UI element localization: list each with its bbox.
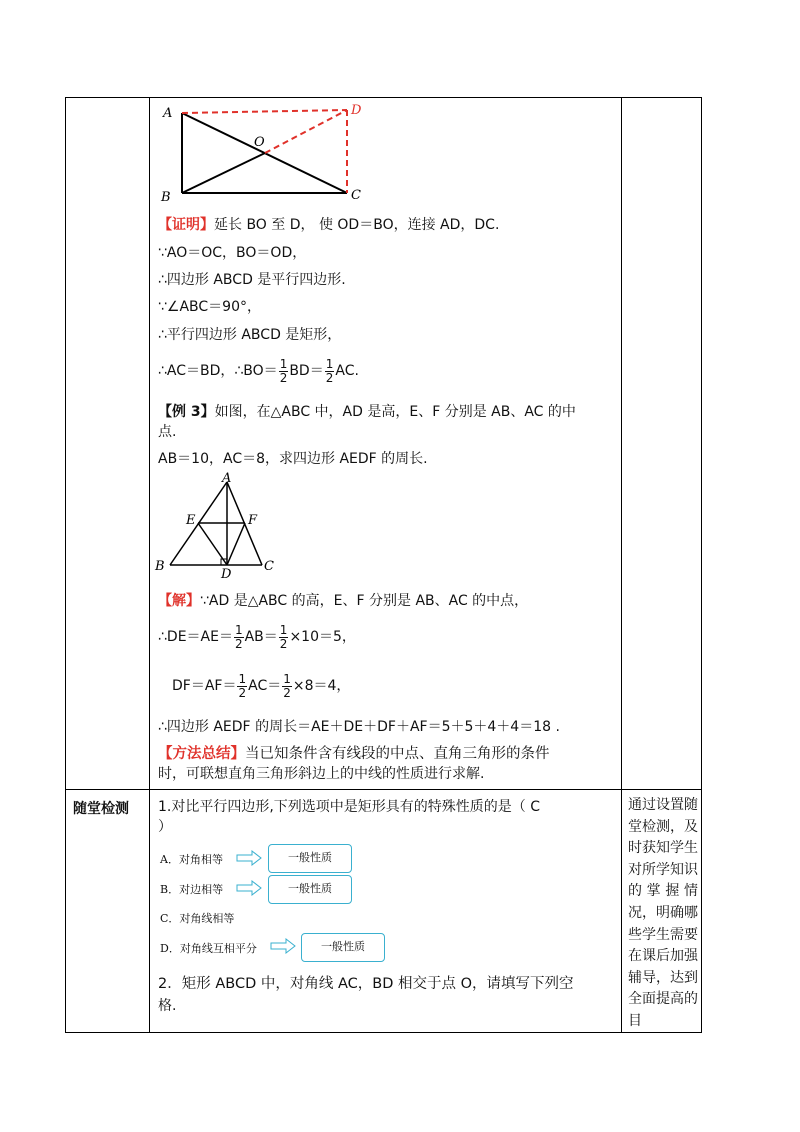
- general-property-box: 一般性质: [268, 875, 352, 904]
- arrow-right-icon: [236, 880, 262, 896]
- summary-line-1: 【方法总结】当已知条件含有线段的中点、直角三角形的条件: [158, 746, 550, 762]
- option-d: D．对角线互相平分: [160, 942, 257, 955]
- summary-tag: 【方法总结】: [158, 746, 245, 762]
- proof-line-5: ∴平行四边形 ABCD 是矩形，: [158, 327, 342, 343]
- proof-line-6: ∴AC＝BD，∴BO＝ $\frac{1}{2}$ BD＝ $\frac{1}{2}$ AC.: [158, 356, 359, 385]
- solution-line-3: DF＝AF＝ $\frac{1}{2}$ AC＝ $\frac{1}{2}$ ×8＝4，: [172, 671, 351, 700]
- example3-line-3: AB＝10，AC＝8，求四边形 AEDF 的周长.: [158, 451, 428, 467]
- question-1-line-2: ）: [158, 819, 172, 835]
- segment-fd: [227, 523, 245, 565]
- example3-tag: 【例 3】: [158, 404, 215, 420]
- column-divider-2: [621, 97, 622, 1033]
- label-b: B: [161, 190, 171, 205]
- label-e: E: [186, 513, 196, 528]
- proof-line-3: ∴四边形 ABCD 是平行四边形.: [158, 272, 346, 288]
- label-b: B: [155, 559, 165, 574]
- arrow-right-icon: [270, 938, 296, 954]
- segment-ad-dashed: [182, 110, 347, 113]
- proof-line-4: ∵∠ABC＝90°，: [158, 299, 261, 315]
- triangle-figure: [150, 470, 280, 582]
- fraction-half: $\frac{1}{2}$: [325, 356, 334, 385]
- summary-line-2: 时，可联想直角三角形斜边上的中线的性质进行求解.: [158, 766, 485, 782]
- proof-line-1: 【证明】延长 BO 至 D， 使 OD＝BO，连接 AD，DC.: [158, 217, 500, 233]
- row-divider: [65, 789, 702, 790]
- solution-line-1: 【解】∵AD 是△ABC 的高，E、F 分别是 AB、AC 的中点，: [158, 593, 529, 609]
- label-d: D: [351, 103, 362, 118]
- teaching-note: 通过设置随堂检测，及时获知学生对所学知识的掌握情况，明确哪些学生需要在课后加强辅导，达到全面提高的目: [628, 797, 698, 1029]
- segment-od-dashed: [265, 110, 347, 153]
- label-a: A: [222, 471, 232, 486]
- proof-line-2: ∵AO＝OC，BO＝OD，: [158, 245, 307, 261]
- table-bottom-border: [65, 1032, 702, 1033]
- label-o: O: [254, 135, 265, 150]
- label-c: C: [264, 559, 274, 574]
- general-property-box: 一般性质: [301, 933, 385, 962]
- fraction-half: $\frac{1}{2}$: [238, 671, 247, 700]
- arrow-right-icon: [236, 850, 262, 866]
- example3-line-1: 【例 3】如图，在△ABC 中，AD 是高，E、F 分别是 AB、AC 的中: [158, 404, 576, 420]
- label-a: A: [163, 106, 173, 121]
- question-2-line-1: 2．矩形 ABCD 中，对角线 AC，BD 相交于点 O，请填写下列空: [158, 976, 574, 992]
- option-c: C．对角线相等: [160, 912, 235, 925]
- table-left-border: [65, 97, 66, 1033]
- section-label: 随堂检测: [73, 801, 129, 817]
- label-f: F: [248, 513, 258, 528]
- rectangle-figure: [155, 100, 375, 205]
- segment-bo: [182, 153, 265, 193]
- proof-tag: 【证明】: [158, 217, 214, 233]
- example3-line-2: 点.: [158, 424, 177, 440]
- label-c: C: [351, 188, 361, 203]
- option-a: A．对角相等: [160, 853, 223, 866]
- fraction-half: $\frac{1}{2}$: [234, 622, 243, 651]
- solution-line-4: ∴四边形 AEDF 的周长＝AE＋DE＋DF＋AF＝5＋5＋4＋4＝18 .: [158, 719, 560, 735]
- fraction-half: $\frac{1}{2}$: [283, 671, 291, 700]
- label-d: D: [221, 567, 232, 582]
- option-b: B．对边相等: [160, 883, 224, 896]
- table-right-border: [701, 97, 702, 1033]
- table-top-border: [65, 97, 702, 98]
- fraction-half: $\frac{1}{2}$: [279, 622, 288, 651]
- question-1-line-1: 1.对比平行四边形,下列选项中是矩形具有的特殊性质的是（ C: [158, 799, 541, 815]
- question-2-line-2: 格.: [158, 998, 177, 1014]
- general-property-box: 一般性质: [268, 844, 352, 873]
- solution-tag: 【解】: [158, 593, 200, 609]
- fraction-half: $\frac{1}{2}$: [279, 356, 288, 385]
- solution-line-2: ∴DE＝AE＝ $\frac{1}{2}$ AB＝ $\frac{1}{2}$ ×10＝5，: [158, 622, 356, 651]
